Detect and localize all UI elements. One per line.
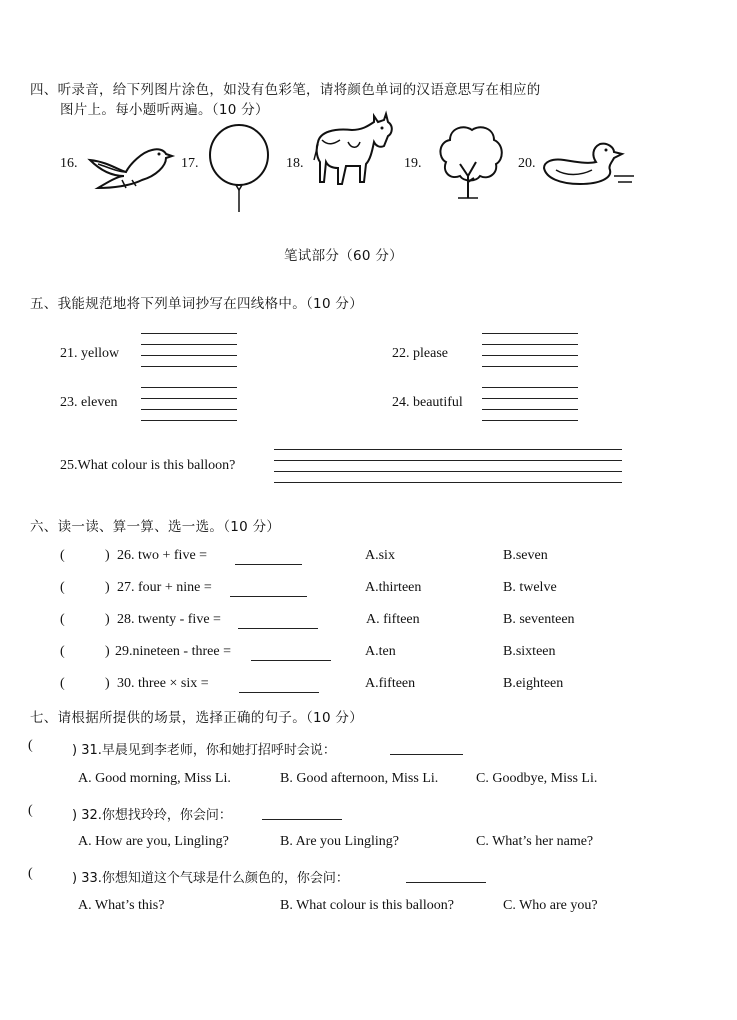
option-b[interactable]: B. twelve: [503, 580, 557, 595]
math-question-29: 29.nineteen - three =: [115, 644, 231, 659]
picture-number-18: 18.: [286, 156, 304, 171]
answer-paren-open: (: [60, 644, 65, 659]
four-line-grid[interactable]: [482, 333, 578, 377]
section5-heading: 五、我能规范地将下列单词抄写在四线格中。（10 分）: [30, 296, 364, 312]
option-a[interactable]: A. What’s this?: [78, 898, 165, 913]
math-question-28: 28. twenty - five =: [117, 612, 221, 627]
duck-icon: [540, 140, 636, 190]
answer-paren-open: (: [28, 738, 33, 753]
answer-paren-open: (: [28, 866, 33, 881]
copy-word-23: 23. eleven: [60, 395, 118, 410]
copy-word-21: 21. yellow: [60, 346, 120, 361]
option-c[interactable]: C. Goodbye, Miss Li.: [476, 771, 598, 786]
copy-sentence-25: 25.What colour is this balloon?: [60, 458, 236, 473]
option-a[interactable]: A. fifteen: [366, 612, 420, 627]
answer-paren-open: (: [28, 803, 33, 818]
option-a[interactable]: A. How are you, Lingling?: [78, 834, 229, 849]
option-b[interactable]: B.seven: [503, 548, 548, 563]
math-question-30: 30. three × six =: [117, 676, 209, 691]
picture-number-20: 20.: [518, 156, 536, 171]
picture-number-19: 19.: [404, 156, 422, 171]
option-b[interactable]: B. seventeen: [503, 612, 575, 627]
option-a[interactable]: A.six: [365, 548, 395, 563]
answer-blank[interactable]: [390, 754, 463, 755]
option-b[interactable]: B.sixteen: [503, 644, 556, 659]
option-c[interactable]: C. What’s her name?: [476, 834, 594, 849]
answer-blank[interactable]: [406, 882, 486, 883]
section4-heading-line1: 四、听录音，给下列图片涂色，如没有色彩笔，请将颜色单词的汉语意思写在相应的: [30, 82, 541, 98]
option-a[interactable]: A.fifteen: [365, 676, 416, 691]
four-line-grid[interactable]: [141, 387, 237, 431]
math-question-27: 27. four + nine =: [117, 580, 212, 595]
math-question-26: 26. two + five =: [117, 548, 208, 563]
four-line-grid[interactable]: [482, 387, 578, 431]
answer-paren-close: ): [105, 548, 110, 563]
section7-heading: 七、请根据所提供的场景，选择正确的句子。（10 分）: [30, 710, 364, 726]
answer-paren-open: (: [60, 580, 65, 595]
tree-icon: [436, 122, 506, 202]
answer-paren-open: (: [60, 612, 65, 627]
answer-blank[interactable]: [235, 564, 302, 565]
answer-paren-close: ): [105, 580, 110, 595]
answer-paren-close: ): [105, 676, 110, 691]
option-a[interactable]: A.thirteen: [365, 580, 422, 595]
copy-word-24: 24. beautiful: [392, 395, 463, 410]
answer-blank[interactable]: [230, 596, 307, 597]
answer-paren-open: (: [60, 548, 65, 563]
section6-heading: 六、读一读、算一算、选一选。（10 分）: [30, 519, 281, 535]
balloon-icon: [208, 124, 270, 214]
answer-paren-open: (: [60, 676, 65, 691]
four-line-grid[interactable]: [141, 333, 237, 377]
picture-number-17: 17.: [181, 156, 199, 171]
scenario-question-33: ) 33.你想知道这个气球是什么颜色的，你会问：: [72, 871, 349, 886]
cow-icon: [312, 112, 396, 192]
answer-blank[interactable]: [251, 660, 331, 661]
written-part-title: 笔试部分（60 分）: [284, 248, 403, 264]
option-a[interactable]: A.ten: [365, 644, 396, 659]
option-b[interactable]: B. Good afternoon, Miss Li.: [280, 771, 439, 786]
copy-word-22: 22. please: [392, 346, 448, 361]
option-b[interactable]: B. Are you Lingling?: [280, 834, 399, 849]
answer-blank[interactable]: [262, 819, 342, 820]
scenario-question-31: ) 31.早晨见到李老师，你和她打招呼时会说：: [72, 743, 336, 758]
answer-blank[interactable]: [239, 692, 319, 693]
bird-icon: [86, 136, 172, 192]
answer-blank[interactable]: [238, 628, 318, 629]
four-line-grid-sentence[interactable]: [274, 449, 622, 493]
option-a[interactable]: A. Good morning, Miss Li.: [78, 771, 231, 786]
answer-paren-close: ): [105, 612, 110, 627]
picture-number-16: 16.: [60, 156, 78, 171]
option-b[interactable]: B.eighteen: [503, 676, 564, 691]
scenario-question-32: ) 32.你想找玲玲，你会问：: [72, 808, 232, 823]
answer-paren-close: ): [105, 644, 110, 659]
option-b[interactable]: B. What colour is this balloon?: [280, 898, 454, 913]
section4-heading-line2: 图片上。每小题听两遍。（10 分）: [60, 102, 269, 118]
option-c[interactable]: C. Who are you?: [503, 898, 598, 913]
